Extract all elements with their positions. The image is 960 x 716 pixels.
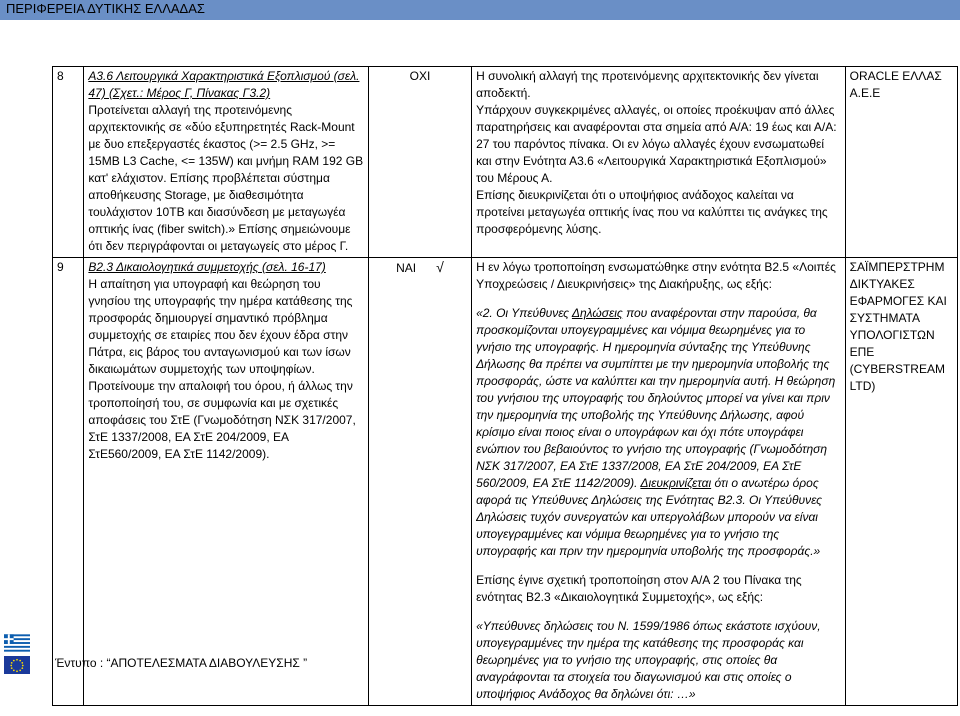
row-submitter: ORACLE ΕΛΛΑΣ Α.Ε.Ε [845,67,957,258]
row-answer [368,67,471,258]
row-number: 9 [53,258,84,706]
row-submitter: ΣΑΪΜΠΕΡΣΤΡΗΜ ΔΙΚΤΥΑΚΕΣ ΕΦΑΡΜΟΓΕΣ ΚΑΙ ΣΥΣΤΗΜΑΤΑ ΥΠΟΛΟΓΙΣΤΩΝ ΕΠΕ (CYBERSTREAM LTD) [845,258,957,706]
row-number: 8 [53,67,84,258]
response-paragraph: Υπάρχουν συγκεκριμένες αλλαγές, οι οποίες προέκυψαν από άλλες παρατηρήσεις και αναφέρονται στα σημεία από Α/Α: 19 έως και Α/Α: 27 του παρόντος πίνακα. Οι εν λόγω αλλαγές έχουν ενσωματωθεί και στην Ενότητα Α3.6 «Λειτουργικά Χαρακτηριστικά Εξοπλισμού» του Μέρους Α. [476,103,837,185]
response-paragraph: Η συνολική αλλαγή της προτεινόμενης αρχιτεκτονικής δεν γίνεται αποδεκτή. [476,69,819,100]
eu-flag-icon [4,656,30,674]
response-middle: Επίσης έγινε σχετική τροποποίηση στον Α/Α 2 του Πίνακα της ενότητας Β2.3 «Δικαιολογητικά Συμμετοχής», ως εξής: [476,573,802,604]
table-row [53,67,958,258]
table-row [53,258,958,706]
row-description [84,258,368,706]
page-header [0,0,960,20]
footer [55,656,307,670]
answer-value: ΝΑΙ [396,261,417,275]
answer-value: ΟΧΙ [409,69,431,83]
response-quote-2: «Υπεύθυνες δηλώσεις του Ν. 1599/1986 όπως εκάστοτε ισχύουν, υπογεγραμμένες την ημέρα της κατάθεσης της προσφοράς και θεωρημένες για το γνήσιο της υπογραφής, στις οποίες θα αναγράφονται τα στοιχεία του διαγωνισμού και στις οποίες ο υποψήφιος Ανάδοχος θα δηλώνει ότι: …» [476,619,821,701]
response-quote: «2. Οι Υπεύθυνες Δηλώσεις που αναφέρονται στην παρούσα, θα προσκομίζονται υπογεγραμμένες και νόμιμα θεωρημένες για το γνήσιο της υπογραφής. Η ημερομηνία σύνταξης της Υπεύθυνης Δήλωσης θα πρέπει να συμπίπτει με την ημερομηνία υποβολής της προσφοράς, ώστε να καλύπτει και την ημερομηνία αυτή. Η θεώρηση του γνήσιου της υπογραφής του δηλούντος μπορεί να γίνει και πριν την ημερομηνία της υποβολής της Υπεύθυνης Δήλωσης, αφού κρίσιμο είναι ποιος είναι ο υπογράφων και όχι πότε υπογράφει ενώπιον του βεβαιούντος το γνήσιο της υπογραφής (Γνωμοδότηση ΝΣΚ 317/2007, ΕΑ ΣτΕ 1337/2008, ΕΑ ΣτΕ 204/2009, ΕΑ ΣτΕ 560/2009, ΕΑ ΣτΕ 1142/2009). Διευκρινίζεται ότι ο ανωτέρω όρος αφορά τις Υπεύθυνες Δηλώσεις της Ενότητας Β2.3. Οι Υπεύθυνες Δηλώσεις τυχόν συνεργατών και υπεργολάβων μπορούν να είναι υπογεγραμμένες και νόμιμα θεωρημένες για το γνήσιο της υπογραφής και πριν την ημερομηνία υποβολής της προσφοράς.» [476,306,836,558]
description-reference: Β2.3 Δικαιολογητικά συμμετοχής (σελ. 16-17) [88,260,326,274]
description-text: Η απαίτηση για υπογραφή και θεώρηση του γνησίου της υπογραφής την ημέρα κατάθεσης της προσφοράς δημιουργεί σημαντικό πρόβλημα συμμετοχής σε εταιρίες που δεν έχουν έδρα στην Πάτρα, εις βάρος του ανταγωνισμού και των ίσων δικαιωμάτων συμμετοχής των υποψηφίων. [88,277,353,376]
row-response [472,258,846,706]
footer-label: Έντυπο : [55,656,104,670]
row-answer [368,258,471,706]
response-paragraph: Επίσης διευκρινίζεται ότι ο υποψήφιος ανάδοχος καλείται να προτείνει μεταγωγέα οπτικής ίνας που να καλύπτει τις ανάγκες της προσφερόμενης λύσης. [476,188,828,236]
row-response [472,67,846,258]
consultation-table [52,66,958,706]
greek-flag-icon [4,634,30,652]
header-title: ΠΕΡΙΦΕΡΕΙΑ ΔΥΤΙΚΗΣ ΕΛΛΑΔΑΣ [6,1,205,16]
footer-value: “ΑΠΟΤΕΛΕΣΜΑΤΑ ΔΙΑΒΟΥΛΕΥΣΗΣ ” [103,656,308,670]
response-intro: Η εν λόγω τροποποίηση ενσωματώθηκε στην ενότητα Β2.5 «Λοιπές Υποχρεώσεις / Διευκρινήσεις» της Διακήρυξης, ως εξής: [476,260,836,291]
row-description [84,67,368,258]
description-reference: Α3.6 Λειτουργικά Χαρακτηριστικά Εξοπλισμού (σελ. 47) (Σχετ.: Μέρος Γ, Πίνακας Γ3.2) [88,69,360,100]
description-text: Προτείνεται αλλαγή της προτεινόμενης αρχιτεκτονικής σε «δύο εξυπηρετητές Rack-Mount με δυο επεξεργαστές έκαστος (>= 2.5 GHz, >= 15MB L3 Cache, <= 135W) και μνήμη RAM 192 GB κατ' ελάχιστον. Επίσης προβλέπεται σύστημα αποθήκευσης Storage, με διαθεσιμότητα τουλάχιστον 10TB και διασύνδεση με μεταγωγέα οπτικής ίνας (fiber switch).» Επίσης σημειώνουμε ότι δεν περιγράφονται οι μεταγωγείς στο μέρος Γ. [88,103,364,253]
checkmark-icon: √ [436,259,444,275]
description-text: Προτείνουμε την απαλοιφή του όρου, ή άλλως την τροποποίησή του, σε συμφωνία και με σχετικές αποφάσεις του ΣτΕ (Γνωμοδότηση ΝΣΚ 317/2007, ΣτΕ 1337/2008, ΕΑ ΣτΕ 204/2009, ΕΑ ΣτΕ560/2009, ΕΑ ΣτΕ 1142/2009). [88,379,356,461]
